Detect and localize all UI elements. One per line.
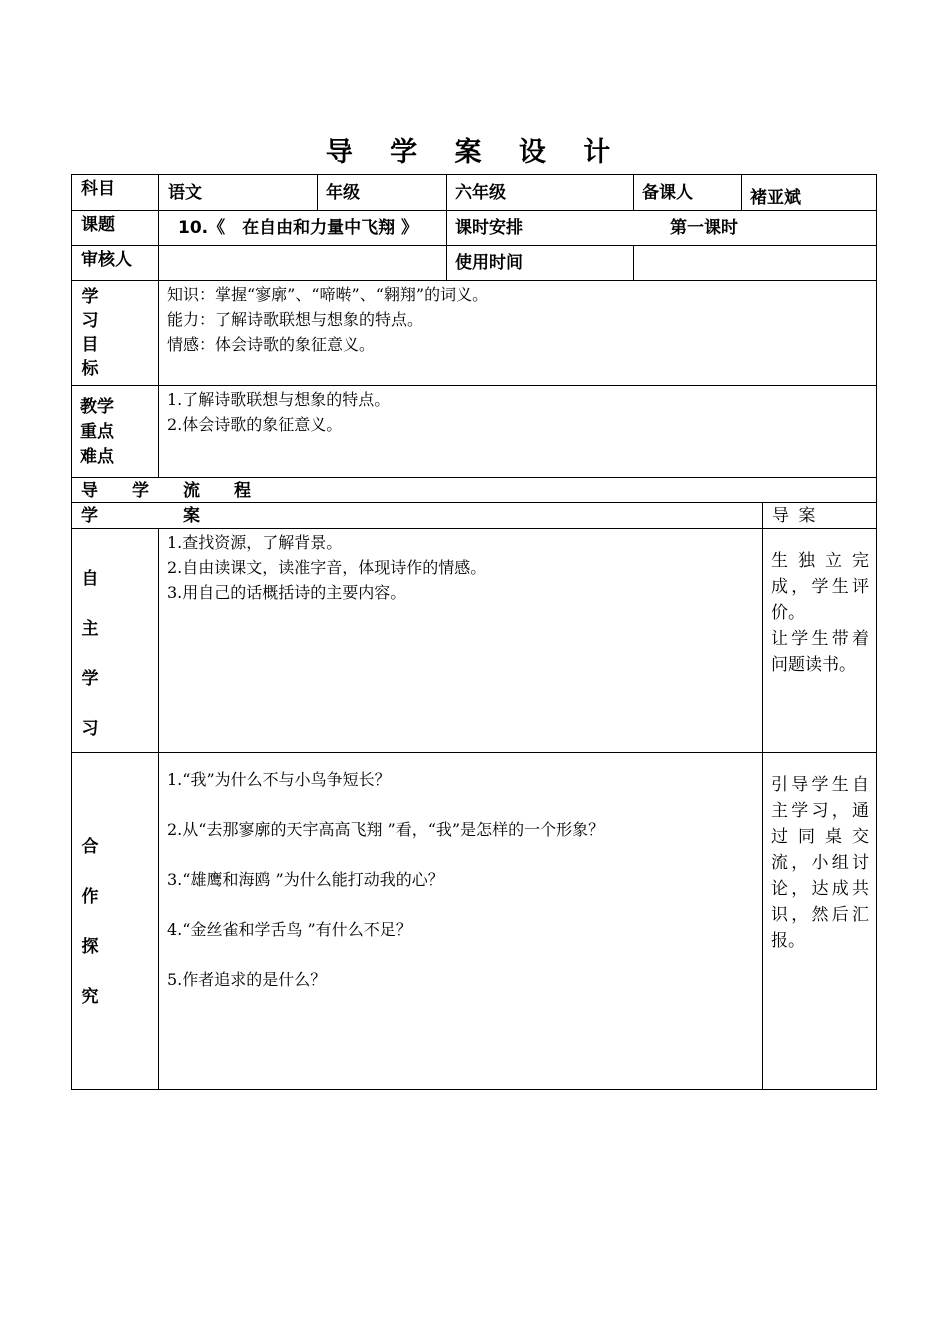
cooperation-item: 1.“我”为什么不与小鸟争短长？	[167, 770, 391, 789]
goal-item: 能力：了解诗歌联想与想象的特点。	[167, 310, 424, 329]
cooperation-item: 3.“雄鹰和海鸥 ”为什么能打动我的心？	[167, 870, 444, 889]
page-title: 导 学 案 设 计	[325, 137, 625, 168]
schedule-label: 课时安排	[455, 218, 523, 238]
goals-label: 学 习 目 标	[81, 287, 99, 379]
grade-label: 年级	[326, 183, 360, 203]
goal-item: 情感：体会诗歌的象征意义。	[167, 335, 376, 354]
goal-item: 知识：掌握“寥廓”、“啼啭”、“翱翔”的词义。	[167, 285, 489, 304]
usetime-label: 使用时间	[455, 253, 523, 273]
cooperation-list	[167, 755, 604, 1005]
self-study-label: 自 主 学 习	[81, 569, 99, 739]
subject-label: 科目	[81, 179, 115, 199]
self-study-item: 1.查找资源，了解背景。	[167, 533, 343, 552]
col-study-header: 学 案	[81, 506, 200, 526]
grade-value: 六年级	[455, 183, 506, 203]
self-study-item: 3.用自己的话概括诗的主要内容。	[167, 583, 407, 602]
cooperation-label: 合 作 探 究	[81, 837, 99, 1007]
topic-label: 课题	[81, 215, 115, 235]
cooperation-item: 4.“金丝雀和学舌鸟 ”有什么不足？	[167, 920, 412, 939]
keypoint-item: 1.了解诗歌联想与想象的特点。	[167, 390, 391, 409]
preparer-label: 备课人	[642, 183, 693, 203]
col-guide-header: 导 案	[772, 506, 818, 526]
cooperation-item: 5.作者追求的是什么？	[167, 970, 327, 989]
subject-value: 语文	[168, 183, 202, 203]
cooperation-guide: 引导学生自主学习，通过 同 桌 交流，小组讨论，达成共识，然后汇报。	[771, 775, 869, 951]
self-study-item: 2.自由读课文，读准字音，体现诗作的情感。	[167, 558, 487, 577]
schedule-value: 第一课时	[670, 218, 738, 238]
self-study-guide: 生 独 立 完成，学生评价。 让学生带着问题读书。	[771, 551, 869, 675]
keypoint-item: 2.体会诗歌的象征意义。	[167, 415, 343, 434]
reviewer-label: 审核人	[81, 250, 132, 270]
topic-value: 10.《 在自由和力量中飞翔 》	[178, 218, 419, 238]
self-study-list	[167, 530, 486, 605]
keypoints-list	[167, 387, 390, 437]
goals-list	[167, 282, 488, 357]
cooperation-item: 2.从“去那寥廓的天宇高高飞翔 ”看，“我”是怎样的一个形象？	[167, 820, 605, 839]
keypoints-label: 教学 重点 难点	[80, 397, 114, 467]
preparer-value: 褚亚斌	[750, 188, 801, 208]
flow-label: 导 学 流 程	[81, 481, 251, 501]
